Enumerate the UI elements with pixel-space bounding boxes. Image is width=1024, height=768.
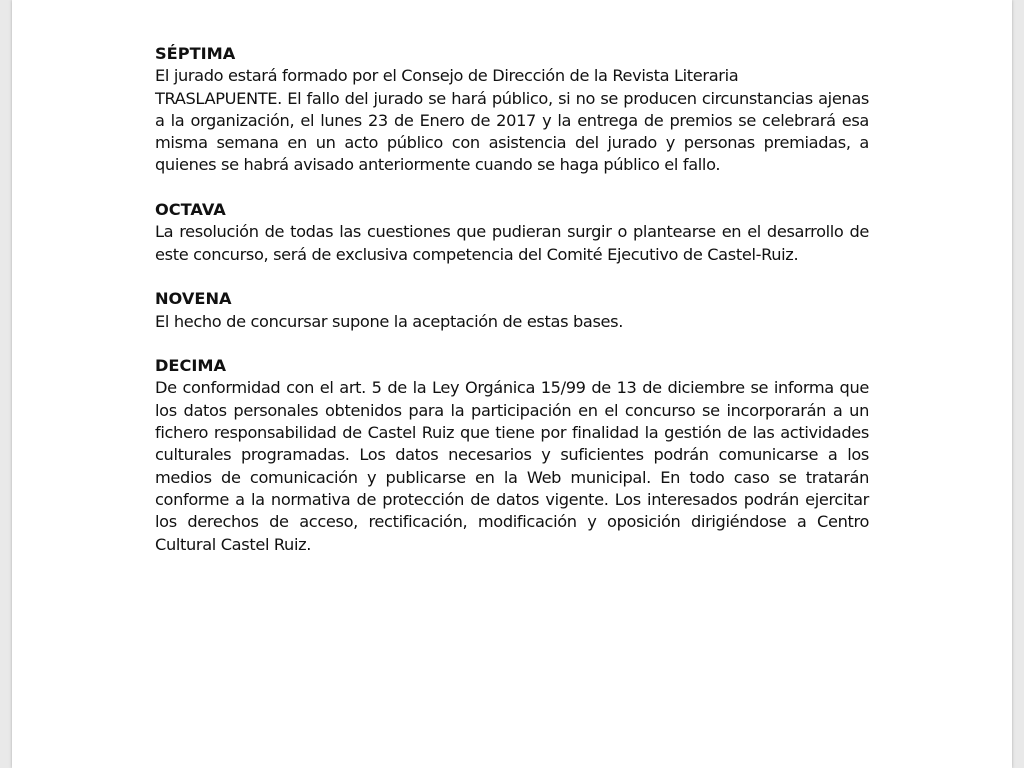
document-page [12, 0, 1012, 768]
section-body-text: TRASLAPUENTE. El fallo del jurado se hará público, si no se producen circunstancias ajenas a la organización, el lunes 23 de Enero de 2017 y la entrega de premios se celebrará esa misma semana en un acto público con asistencia del jurado y personas premiadas, a quienes se habrá avisado anteriormente cuando se haga público el fallo. [155, 88, 869, 175]
section-body [155, 65, 869, 176]
section-body: La resolución de todas las cuestiones que pudieran surgir o plantearse en el desarrollo de este concurso, será de exclusiva competencia del Comité Ejecutivo de Castel-Ruiz. [155, 222, 869, 264]
section-lead-line: El jurado estará formado por el Consejo de Dirección de la Revista Literaria [155, 66, 739, 86]
section-heading: SÉPTIMA [155, 44, 236, 63]
section-octava [155, 199, 869, 266]
section-body: El hecho de concursar supone la aceptación de estas bases. [155, 311, 624, 331]
page-content [155, 43, 869, 578]
section-heading: OCTAVA [155, 200, 226, 220]
section-septima [155, 43, 869, 177]
section-heading: NOVENA [155, 289, 232, 309]
section-body: De conformidad con el art. 5 de la Ley Orgánica 15/99 de 13 de diciembre se informa que los datos personales obtenidos para la participación en el concurso se incorporarán a un fichero responsabilidad de Castel Ruiz que tiene por finalidad la gestión de las actividades culturales programadas. Los datos necesarios y suficientes podrán comunicarse a los medios de comunicación y publicarse en la Web municipal. En todo caso se tratarán conforme a la normativa de protección de datos vigente. Los interesados podrán ejercitar los derechos de acceso, rectificación, modificación y oposición dirigiéndose a Centro Cultural Castel Ruiz. [155, 378, 869, 554]
section-heading: DECIMA [155, 356, 227, 376]
section-novena [155, 288, 869, 333]
section-decima [155, 355, 869, 556]
